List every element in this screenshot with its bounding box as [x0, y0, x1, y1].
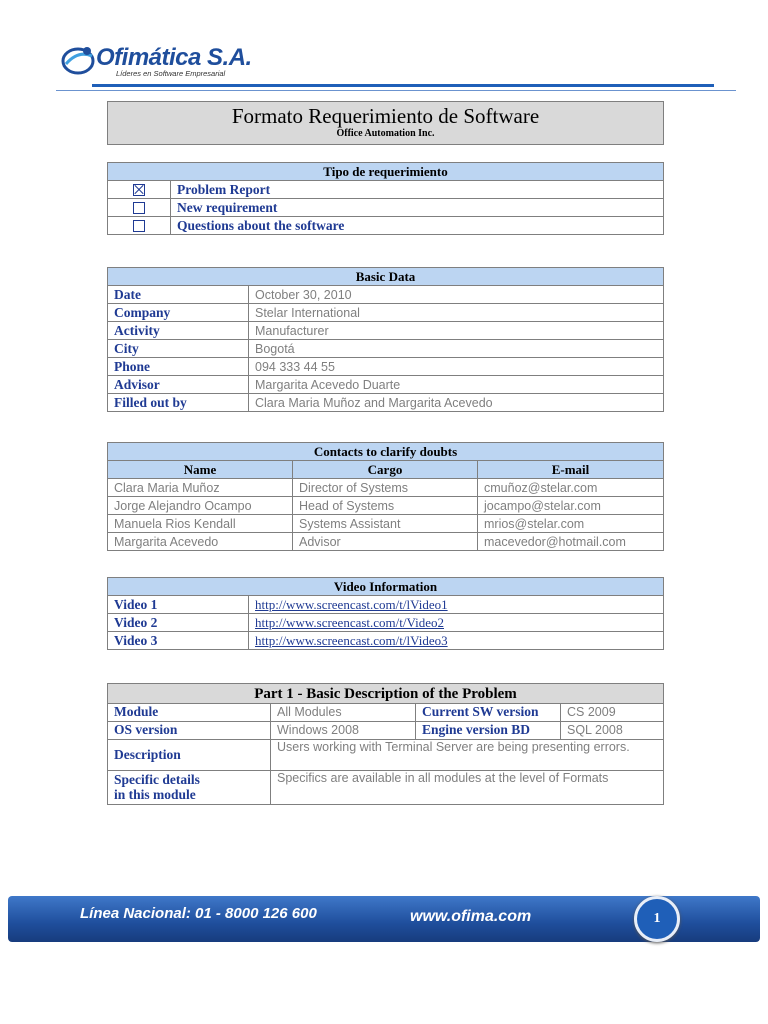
date-value: October 30, 2010 — [249, 286, 664, 304]
video-2-link[interactable]: http://www.screencast.com/t/Video2 — [255, 614, 444, 630]
video-label: Video 1 — [108, 596, 249, 614]
contacts-table — [107, 442, 664, 551]
video-info-heading: Video Information — [108, 578, 664, 596]
footer-phone-line: Línea Nacional: 01 - 8000 126 600 — [80, 905, 317, 922]
contact-cargo: Systems Assistant — [293, 515, 478, 533]
table-row — [108, 358, 664, 376]
contact-cargo: Director of Systems — [293, 479, 478, 497]
filled-out-by-value: Clara Maria Muñoz and Margarita Acevedo — [249, 394, 664, 412]
request-type-label: New requirement — [171, 199, 664, 217]
engine-version-value: SQL 2008 — [561, 722, 664, 740]
document-title: Formato Requerimiento de Software — [231, 104, 540, 128]
request-type-row — [108, 199, 664, 217]
request-type-heading: Tipo de requerimiento — [108, 163, 664, 181]
request-type-row — [108, 217, 664, 235]
specific-details-label — [108, 771, 271, 805]
page-number-badge: 1 — [634, 896, 680, 942]
advisor-value: Margarita Acevedo Duarte — [249, 376, 664, 394]
city-label: City — [108, 340, 249, 358]
contact-cargo: Head of Systems — [293, 497, 478, 515]
phone-value: 094 333 44 55 — [249, 358, 664, 376]
column-header-email: E-mail — [478, 461, 664, 479]
table-row — [108, 394, 664, 412]
activity-label: Activity — [108, 322, 249, 340]
table-row — [108, 497, 664, 515]
current-sw-label: Current SW version — [416, 704, 561, 722]
video-1-link[interactable]: http://www.screencast.com/t/lVideo1 — [255, 596, 448, 612]
advisor-label: Advisor — [108, 376, 249, 394]
table-row — [108, 515, 664, 533]
company-logo — [60, 40, 260, 82]
column-header-cargo: Cargo — [293, 461, 478, 479]
description-value: Users working with Terminal Server are being presenting errors. — [271, 740, 664, 771]
city-value: Bogotá — [249, 340, 664, 358]
request-type-row — [108, 181, 664, 199]
problem-report-checkbox[interactable] — [133, 184, 145, 196]
video-label: Video 2 — [108, 614, 249, 632]
contact-name: Margarita Acevedo — [108, 533, 293, 551]
basic-data-heading: Basic Data — [108, 268, 664, 286]
company-label: Company — [108, 304, 249, 322]
os-version-label: OS version — [108, 722, 271, 740]
contact-name: Jorge Alejandro Ocampo — [108, 497, 293, 515]
date-label: Date — [108, 286, 249, 304]
header-divider — [92, 84, 714, 87]
basic-data-table — [107, 267, 664, 412]
table-row — [108, 722, 664, 740]
footer-website[interactable]: www.ofima.com — [410, 908, 532, 925]
video-info-table — [107, 577, 664, 650]
contact-name: Clara Maria Muñoz — [108, 479, 293, 497]
column-header-name: Name — [108, 461, 293, 479]
request-type-label: Questions about the software — [171, 217, 664, 235]
problem-description-heading: Part 1 - Basic Description of the Problem — [108, 684, 664, 704]
activity-value: Manufacturer — [249, 322, 664, 340]
table-row — [108, 632, 664, 650]
table-row — [108, 614, 664, 632]
module-value: All Modules — [271, 704, 416, 722]
filled-out-by-label: Filled out by — [108, 394, 249, 412]
table-row — [108, 322, 664, 340]
table-row — [108, 286, 664, 304]
table-row — [108, 704, 664, 722]
engine-version-label: Engine version BD — [416, 722, 561, 740]
questions-checkbox[interactable] — [133, 220, 145, 232]
document-subtitle: Office Automation Inc. — [336, 128, 435, 139]
table-row — [108, 340, 664, 358]
os-version-value: Windows 2008 — [271, 722, 416, 740]
phone-label: Phone — [108, 358, 249, 376]
contact-cargo: Advisor — [293, 533, 478, 551]
video-label: Video 3 — [108, 632, 249, 650]
table-row — [108, 740, 664, 771]
contact-email: cmuñoz@stelar.com — [478, 479, 664, 497]
video-3-link[interactable]: http://www.screencast.com/t/lVideo3 — [255, 632, 448, 648]
company-value: Stelar International — [249, 304, 664, 322]
request-type-label: Problem Report — [171, 181, 664, 199]
logo-globe-icon — [60, 42, 96, 78]
table-row — [108, 533, 664, 551]
table-row — [108, 304, 664, 322]
request-type-table — [107, 162, 664, 235]
contacts-heading: Contacts to clarify doubts — [108, 443, 664, 461]
description-label: Description — [108, 740, 271, 771]
specific-details-label-line1: Specific details — [114, 772, 200, 787]
contact-email: jocampo@stelar.com — [478, 497, 664, 515]
logo-text: Ofimática S.A. — [96, 44, 252, 71]
header-divider-thin — [56, 90, 736, 91]
problem-description-table — [107, 683, 664, 805]
contact-name: Manuela Rios Kendall — [108, 515, 293, 533]
contact-email: macevedor@hotmail.com — [478, 533, 664, 551]
table-row — [108, 596, 664, 614]
module-label: Module — [108, 704, 271, 722]
new-requirement-checkbox[interactable] — [133, 202, 145, 214]
logo-tagline: Líderes en Software Empresarial — [116, 69, 226, 78]
current-sw-value: CS 2009 — [561, 704, 664, 722]
table-row — [108, 771, 664, 805]
specific-details-label-line2: in this module — [114, 787, 196, 802]
document-title-box — [107, 101, 664, 145]
table-row — [108, 376, 664, 394]
specific-details-value: Specifics are available in all modules at the level of Formats — [271, 771, 664, 805]
contact-email: mrios@stelar.com — [478, 515, 664, 533]
table-row — [108, 479, 664, 497]
